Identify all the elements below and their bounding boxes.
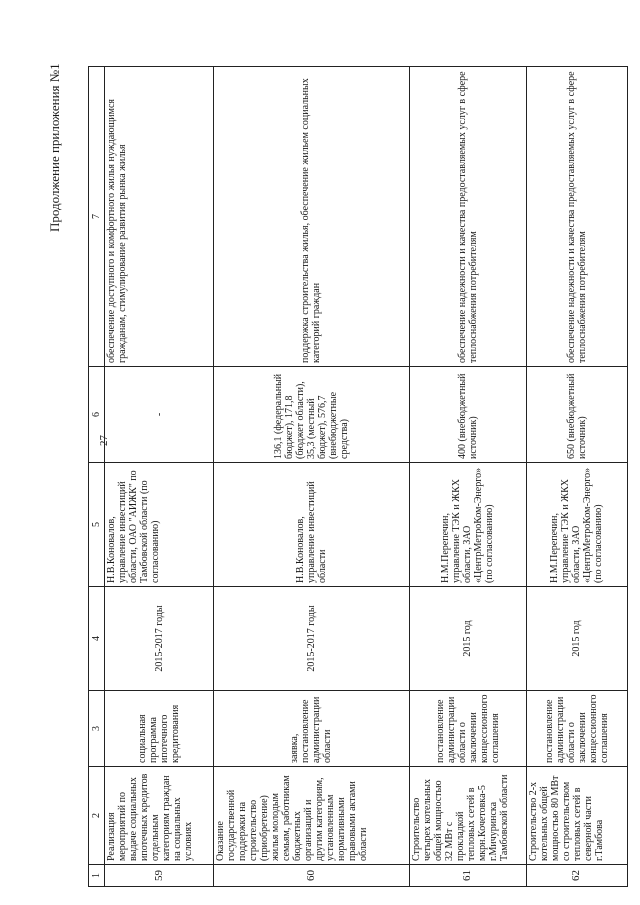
basis-cell: постановление администрации области о заключении концессионного соглашения [409, 691, 526, 767]
basis-cell: постановление администрации области о заключении концессионного соглашения [526, 691, 627, 767]
funding-cell: - [105, 367, 214, 463]
result-cell: поддержка строительства жилья, обеспечение жильем социальных категорий граждан [214, 67, 409, 367]
header-row [89, 67, 105, 887]
measure-cell: Оказание государственной поддержки на строительство (приобретение) жилья молодым семьям, работникам бюджетных организаций и другим категориям, установленным нормативными правовыми актами области [214, 767, 409, 865]
table-row [526, 67, 627, 887]
funding-cell: 136,1 (федеральный бюджет), 171,8 (бюджет области), 35,3 (местный бюджет), 576,7 (внебюджетные средства) [214, 367, 409, 463]
measure-cell: Реализация мероприятий по выдаче социальных ипотечных кредитов отдельным категориям граждан на социальных условиях [105, 767, 214, 865]
row-number: 60 [214, 865, 409, 887]
table-row [409, 67, 526, 887]
executor-cell: Н.В.Коновалов, управление инвестиций области [214, 463, 409, 587]
measures-table [88, 66, 628, 887]
executor-cell: Н.М.Перепечин, управление ТЭК и ЖКХ области, ЗАО «ЦентрМетроКом-Энерго» (по согласованию) [409, 463, 526, 587]
funding-cell: 650 (внебюджетный источник) [526, 367, 627, 463]
result-cell: обеспечение надежности и качества предоставляемых услуг в сфере теплоснабжения потребителям [409, 67, 526, 367]
period-cell: 2015-2017 годы [214, 587, 409, 691]
page-number: 27 [98, 435, 110, 446]
row-number: 59 [105, 865, 214, 887]
rotated-table-container [88, 67, 628, 887]
row-number: 62 [526, 865, 627, 887]
header-cell: 3 [89, 691, 105, 767]
result-cell: обеспечение надежности и качества предоставляемых услуг в сфере теплоснабжения потребителям [526, 67, 627, 367]
header-cell: 5 [89, 463, 105, 587]
basis-cell: заявка, постановление администрации области [214, 691, 409, 767]
measure-cell: Строительство 2-х котельных общей мощностью 80 МВт со строительством тепловых сетей в северной части г.Тамбова [526, 767, 627, 865]
executor-cell: Н.М.Перепечин, управление ТЭК и ЖКХ области, ЗАО «ЦентрМетроКом-Энерго» (по согласованию) [526, 463, 627, 587]
header-cell: 7 [89, 67, 105, 367]
funding-cell: 400 (внебюджетный источник) [409, 367, 526, 463]
executor-cell: Н.В.Коновалов, управление инвестиций области, ОАО "АИЖК" по Тамбовской области (по согласованию) [105, 463, 214, 587]
header-cell: 1 [89, 865, 105, 887]
period-cell: 2015 год [409, 587, 526, 691]
basis-cell: социальная программа ипотечного кредитования [105, 691, 214, 767]
table-row [214, 67, 409, 887]
measure-cell: Строительство четырех котельных общей мощностью 32 МВт с прокладкой тепловых сетей в мкрн.Кочетовка-5 г.Мичуринска Тамбовской области [409, 767, 526, 865]
header-cell: 2 [89, 767, 105, 865]
table-row [105, 67, 214, 887]
appendix-title: Продолжение приложения №1 [47, 63, 62, 232]
period-cell: 2015 год [526, 587, 627, 691]
period-cell: 2015-2017 годы [105, 587, 214, 691]
header-cell: 6 [89, 367, 105, 463]
result-cell: обеспечение доступного и комфортного жилья нуждающимся гражданам, стимулирование развития рынка жилья [105, 67, 214, 367]
header-cell: 4 [89, 587, 105, 691]
row-number: 61 [409, 865, 526, 887]
